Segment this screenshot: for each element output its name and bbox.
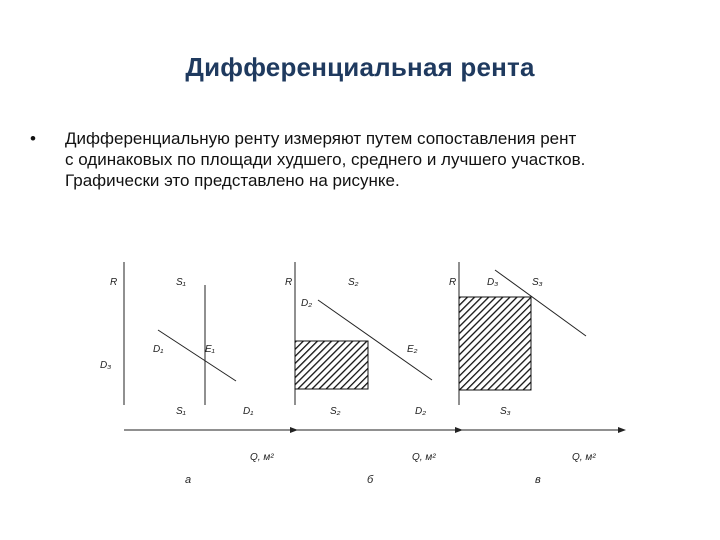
panel-b-x-label: Q, м² [412,452,436,463]
panel-c-d3-label: D₃ [487,277,499,288]
panel-b-demand-label: D₂ [301,298,313,309]
panel-a-caption: а [185,474,192,486]
panel-a-demand-bottom-label: D₁ [243,406,254,417]
panel-c-x-arrow [618,427,626,433]
bullet-text: Дифференциальную ренту измеряют путем сопоставления рент с одинаковых по площади худшего, среднего и лучшего участков. Графически это представлено на рисунке. [65,129,586,190]
panel-b-rent-area [295,341,368,389]
panel-a-equilibrium-label: E₁ [205,344,215,355]
panel-a-y-label: R [110,277,118,288]
panel-a-demand-label: D₁ [153,344,164,355]
panel-c-x-label: Q, м² [572,452,596,463]
panel-a-x-label: Q, м² [250,452,274,463]
slide-title: Дифференциальная рента [185,52,535,82]
panel-a-supply-top-label: S₁ [176,277,186,288]
panel-c-caption: в [535,474,541,486]
panel-b-y-label: R [285,277,293,288]
panel-a-d3-label: D₃ [100,360,112,371]
panel-b [285,262,463,486]
panel-b-demand-bottom-label: D₂ [415,406,427,417]
panel-a-demand-line [158,330,236,381]
panel-c-rent-area [459,297,531,390]
panel-c [449,262,626,486]
panel-b-caption: б [367,474,374,486]
panel-c-y-label: R [449,277,457,288]
panel-c-supply-top-label: S₃ [532,277,543,288]
panel-b-equilibrium-label: E₂ [407,344,418,355]
panel-b-supply-top-label: S₂ [348,277,359,288]
panel-c-supply-bottom-label: S₃ [500,406,511,417]
panel-a-supply-bottom-label: S₁ [176,406,186,417]
bullet-marker: • [30,129,36,148]
panel-a [100,262,298,486]
panel-b-supply-bottom-label: S₂ [330,406,341,417]
